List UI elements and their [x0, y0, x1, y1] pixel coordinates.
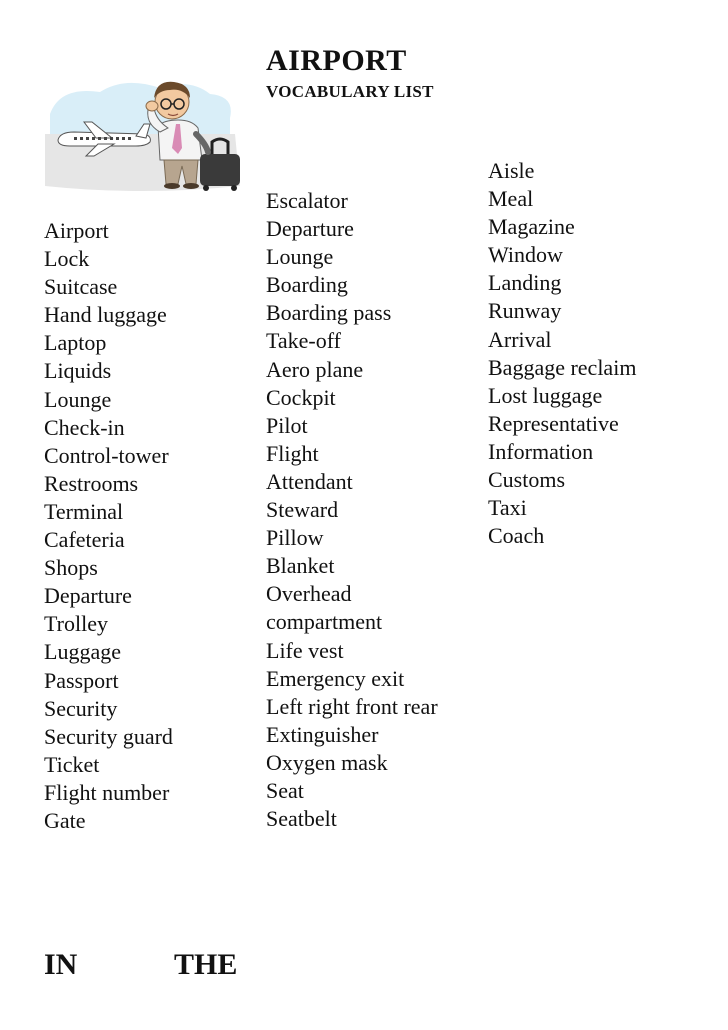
vocabulary-item: Flight number	[44, 779, 170, 805]
vocabulary-item: Suitcase	[44, 274, 118, 300]
footer-word-the: THE	[174, 948, 238, 981]
vocabulary-item: Arrival	[488, 326, 552, 352]
traveler-with-suitcase-and-airplane-icon	[40, 74, 250, 204]
vocabulary-item: Pilot	[266, 412, 308, 438]
vocabulary-column-2	[266, 187, 438, 833]
vocabulary-item: Terminal	[44, 498, 124, 524]
vocabulary-item: Customs	[488, 467, 566, 493]
vocabulary-item: Laptop	[44, 330, 107, 356]
vocabulary-item: Escalator	[266, 188, 348, 213]
vocabulary-item: Passport	[44, 667, 119, 693]
vocabulary-item: Seatbelt	[266, 806, 337, 832]
vocabulary-item: Hand luggage	[44, 302, 167, 328]
vocabulary-item: Blanket	[266, 553, 335, 579]
vocabulary-item: Security	[44, 695, 118, 721]
vocabulary-item: Liquids	[44, 358, 112, 384]
vocabulary-item: Trolley	[44, 611, 108, 637]
vocabulary-item: Take-off	[266, 328, 342, 354]
vocabulary-item: Extinguisher	[266, 721, 379, 747]
vocabulary-item: Airport	[44, 218, 109, 243]
vocabulary-item: Taxi	[488, 495, 527, 521]
vocabulary-item: Shops	[44, 555, 98, 581]
vocabulary-item: Lost luggage	[488, 382, 603, 408]
page-subtitle: VOCABULARY LIST	[266, 82, 434, 101]
vocabulary-item: Luggage	[44, 639, 121, 665]
vocabulary-item: Life vest	[266, 637, 344, 663]
vocabulary-item: Ticket	[44, 751, 100, 777]
vocabulary-item: Restrooms	[44, 470, 139, 496]
vocabulary-item: Information	[488, 438, 594, 464]
vocabulary-item: Representative	[488, 410, 619, 436]
vocabulary-item: Pillow	[266, 525, 324, 551]
vocabulary-item: Runway	[488, 298, 562, 324]
vocabulary-item: Coach	[488, 523, 545, 549]
vocabulary-item: Landing	[488, 270, 562, 296]
vocabulary-item: Lock	[44, 246, 90, 272]
vocabulary-item: Emergency exit	[266, 665, 405, 691]
vocabulary-item: compartment	[266, 609, 383, 635]
vocabulary-item: Security guard	[44, 723, 173, 749]
vocabulary-item: Magazine	[488, 214, 575, 240]
footer-word-in: IN	[44, 948, 78, 981]
vocabulary-item: Seat	[266, 777, 304, 803]
vocabulary-column-3	[488, 157, 636, 550]
vocabulary-item: Lounge	[44, 386, 112, 412]
vocabulary-item: Overhead	[266, 581, 352, 607]
vocabulary-item: Left right front rear	[266, 693, 438, 719]
vocabulary-item: Aisle	[488, 158, 535, 183]
vocabulary-column-1	[44, 217, 173, 835]
vocabulary-item: Attendant	[266, 468, 353, 494]
vocabulary-item: Oxygen mask	[266, 749, 388, 775]
vocabulary-item: Lounge	[266, 244, 334, 270]
vocabulary-item: Departure	[44, 583, 132, 609]
vocabulary-item: Steward	[266, 497, 339, 523]
vocabulary-item: Cockpit	[266, 384, 336, 410]
page-title: AIRPORT	[266, 44, 407, 77]
vocabulary-item: Departure	[266, 216, 354, 242]
vocabulary-item: Baggage reclaim	[488, 354, 637, 380]
vocabulary-item: Boarding	[266, 272, 348, 298]
vocabulary-item: Control-tower	[44, 442, 169, 468]
vocabulary-item: Window	[488, 242, 563, 268]
vocabulary-item: Flight	[266, 440, 319, 466]
vocabulary-item: Gate	[44, 807, 86, 833]
vocabulary-item: Meal	[488, 186, 534, 212]
vocabulary-item: Check-in	[44, 414, 125, 440]
vocabulary-item: Cafeteria	[44, 527, 125, 553]
vocabulary-item: Aero plane	[266, 356, 364, 382]
vocabulary-item: Boarding pass	[266, 300, 392, 326]
